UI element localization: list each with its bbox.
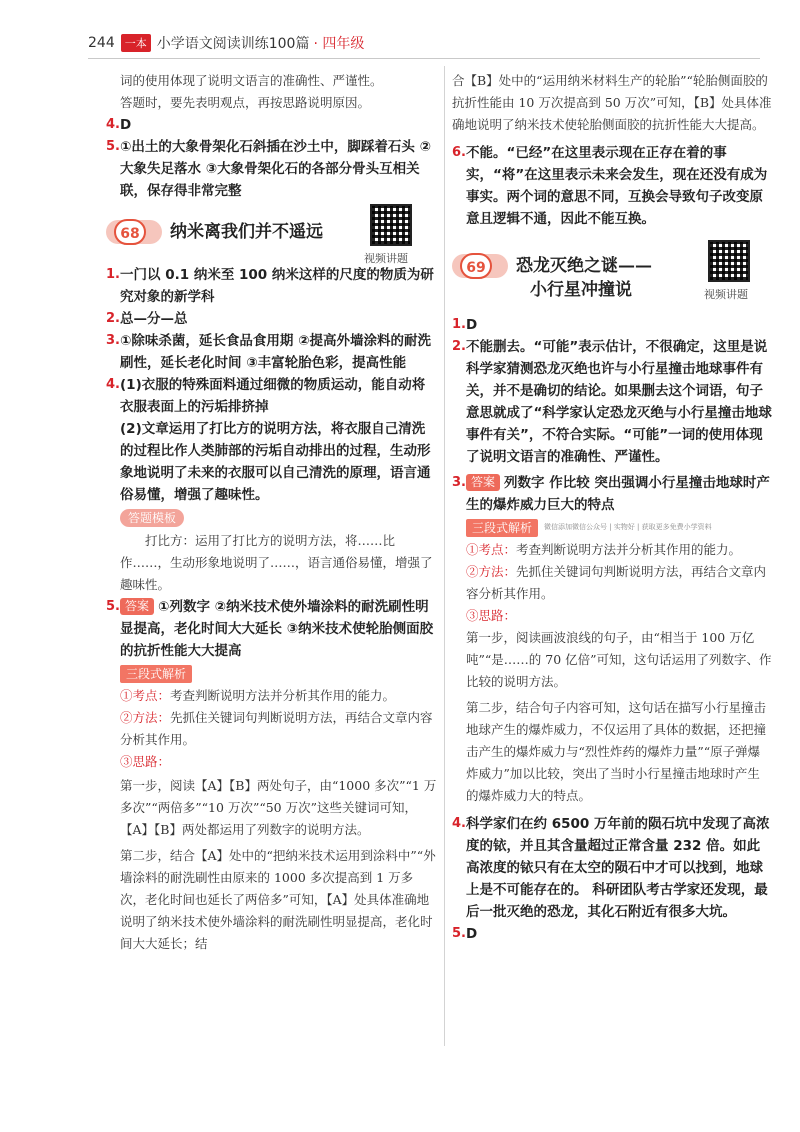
answer-number: 4. <box>452 816 466 831</box>
answer-text: D <box>120 117 132 133</box>
qr-code-icon[interactable] <box>708 240 750 282</box>
answer-69-2 <box>452 336 772 468</box>
answer-number: 5. <box>106 599 120 614</box>
analysis-text: 先抓住关键词句判断说明方法，再结合文章内容分析其作用。 <box>120 710 433 747</box>
answer-text: ①除味杀菌，延长食品食用期 ②提高外墙涂料的耐洗刷性，延长老化时间 ③丰富轮胎色彩，提高性能 <box>120 333 432 371</box>
template-tag: 答题模板 <box>120 509 184 527</box>
continued-text: 合【B】处中的“运用纳米材料生产的轮胎”“轮胎侧面胶的抗折性能由 10 万次提高到 50 万次”可知，【B】处具体准确地说明了纳米技术使轮胎侧面胶的抗折性能大大提高。 <box>452 73 772 132</box>
analysis <box>106 685 438 955</box>
answer-text: ①列数字 ②纳米技术使外墙涂料的耐洗刷性明显提高，老化时间大大延长 ③纳米技术使轮胎侧面胶的抗折性能大大提高 <box>120 599 434 659</box>
answer-number: 2. <box>452 339 466 354</box>
section-68-header <box>106 210 438 265</box>
answer-69-5 <box>452 923 772 945</box>
answer-68-3 <box>106 330 438 374</box>
answer-69-3 <box>452 472 772 516</box>
analysis-label: ②方法： <box>466 564 517 579</box>
answer-text: D <box>466 926 478 942</box>
answer-text: 科学家们在约 6500 万年前的陨石坑中发现了高浓度的铱，并且其含量超过正常含量 232 倍。如此高浓度的铱只有在太空的陨石中才可以找到，地球上是不可能存在的。 科研团队考古学家还发现，最后一批灭绝的恐龙，其化石附近有很多大坑。 <box>466 816 770 920</box>
analysis-label: ③思路： <box>120 754 171 769</box>
answer-number: 6. <box>452 145 466 160</box>
section-title: 恐龙灭绝之谜—— 小行星冲撞说 <box>516 256 652 300</box>
answer-text: ①出土的大象骨架化石斜插在沙土中，脚踩着石头 ②大象失足落水 ③大象骨架化石的各部分骨头互相关联，保存得非常完整 <box>120 139 432 199</box>
answer-number: 3. <box>452 475 466 490</box>
answer-68-4 <box>106 374 438 506</box>
analysis-step: 第二步，结合【A】处中的“把纳米技术运用到涂料中”“外墙涂料的耐洗刷性由原来的 1000 多次提高到 1 万多次，老化时间也延长了两倍多”可知，【A】处具体准确地说明了纳米技术使外墙涂料的耐洗刷性明显提高，老化时间大大延长；结 <box>120 848 436 951</box>
answer-number: 1. <box>452 317 466 332</box>
continued-text: 词的使用体现了说明文语言的准确性、严谨性。 答题时，要先表明观点，再按思路说明原因。 <box>120 73 383 110</box>
answer-text: (2)文章运用了打比方的说明方法，将衣服自己清洗的过程比作人类肺部的污垢自动排出的过程，生动形象地说明了未来的衣服可以自己清洗的原理，语言通俗易懂，增强了趣味性。 <box>120 421 431 503</box>
answer-69-1 <box>452 314 772 336</box>
section-69-header <box>452 244 772 306</box>
answer-69-4 <box>452 813 772 923</box>
section-badge <box>106 220 162 244</box>
analysis-text: 先抓住关键词句判断说明方法，再结合文章内容分析其作用。 <box>466 564 767 601</box>
analysis-label: ①考点： <box>120 688 171 703</box>
analysis-step: 第二步，结合句子内容可知，这句话在描写小行星撞击地球产生的爆炸威力，不仅运用了具体的数据，还把撞击产生的爆炸威力与“烈性炸药的爆炸力量”“原子弹爆炸威力”加以比较，突出了当时小行星撞击地球时产生的爆炸威力大的特点。 <box>466 700 767 803</box>
answer-text: 总—分—总 <box>120 311 188 327</box>
answer-text: D <box>466 317 478 333</box>
right-column <box>452 70 772 945</box>
page-number: 244 <box>88 35 115 51</box>
answer-5 <box>106 136 438 202</box>
section-number: 69 <box>460 253 492 279</box>
analysis-step: 第一步，阅读画波浪线的句子，由“相当于 100 万亿吨”“是……的 70 亿倍”可知，这句话运用了列数字、作比较的说明方法。 <box>466 630 772 689</box>
column-divider <box>444 66 445 1046</box>
answer-text: 不能删去。“可能”表示估计，不很确定，这里是说科学家猜测恐龙灭绝也许与小行星撞击地球事件有关，并不是确切的结论。如果删去这个词语，句子意思就成了“科学家认定恐龙灭绝与小行星撞击地球事件有关”，不符合实际。“可能”一词的使用体现了说明文语言的准确性、严谨性。 <box>466 339 772 465</box>
answer-text: 一门以 0.1 纳米至 100 纳米这样的尺度的物质为研究对象的新学科 <box>120 267 434 305</box>
analysis-label: ②方法： <box>120 710 171 725</box>
answer-4 <box>106 114 438 136</box>
answer-tag: 答案 <box>120 598 154 615</box>
analysis-step: 第一步，阅读【A】【B】两处句子，由“1000 多次”“1 万多次”“两倍多”“10 万次”“50 万次”这些关键词可知，【A】【B】两处都运用了列数字的说明方法。 <box>120 778 437 837</box>
answer-text: 列数字 作比较 突出强调小行星撞击地球时产生的爆炸威力巨大的特点 <box>466 475 770 513</box>
book-title: 小学语文阅读训练100篇 <box>156 36 310 52</box>
analysis-text: 考查判断说明方法并分析其作用的能力。 <box>516 542 742 557</box>
analysis-tag: 三段式解析 <box>466 519 538 537</box>
analysis-text: 考查判断说明方法并分析其作用的能力。 <box>170 688 396 703</box>
answer-text: (1)衣服的特殊面料通过细微的物质运动，能自动将衣服表面上的污垢排挤掉 <box>120 377 426 415</box>
analysis-label: ①考点： <box>466 542 517 557</box>
analysis-tag: 三段式解析 <box>120 665 192 683</box>
brand-logo: 一本 <box>121 34 151 52</box>
answer-number: 5. <box>452 926 466 941</box>
grade-label: · 四年级 <box>313 36 365 52</box>
answer-68-2 <box>106 308 438 330</box>
section-title: 纳米离我们并不遥远 <box>170 222 323 242</box>
answer-number: 4. <box>106 117 120 132</box>
qr-code-icon[interactable] <box>370 204 412 246</box>
answer-number: 2. <box>106 311 120 326</box>
video-label: 视频讲题 <box>704 288 748 301</box>
left-column <box>106 70 438 955</box>
template-text: 打比方：运用了打比方的说明方法，将……比作……，生动形象地说明了……，语言通俗易懂，增强了趣味性。 <box>120 533 433 592</box>
analysis <box>452 539 772 807</box>
header-rule <box>88 58 760 59</box>
answer-68-1 <box>106 264 438 308</box>
video-label: 视频讲题 <box>364 252 408 265</box>
answer-6 <box>452 142 772 230</box>
answer-number: 4. <box>106 377 120 392</box>
answer-number: 1. <box>106 267 120 282</box>
answer-number: 3. <box>106 333 120 348</box>
analysis-label: ③思路： <box>466 608 517 623</box>
page-header <box>88 32 364 54</box>
promo-note: 微信添加微信公众号 | 实物好 | 获取更多免费小学资料 <box>544 523 712 531</box>
section-number: 68 <box>114 219 146 245</box>
section-badge <box>452 254 508 278</box>
answer-tag: 答案 <box>466 474 500 491</box>
analysis-header <box>452 516 772 539</box>
answer-text: 不能。“已经”在这里表示现在正存在着的事实，“将”在这里表示未来会发生，现在还没有成为事实。两个词的意思不同，互换会导致句子改变原意且逻辑不通，因此不能互换。 <box>466 145 768 227</box>
answer-number: 5. <box>106 139 120 154</box>
answer-68-5 <box>106 596 438 662</box>
